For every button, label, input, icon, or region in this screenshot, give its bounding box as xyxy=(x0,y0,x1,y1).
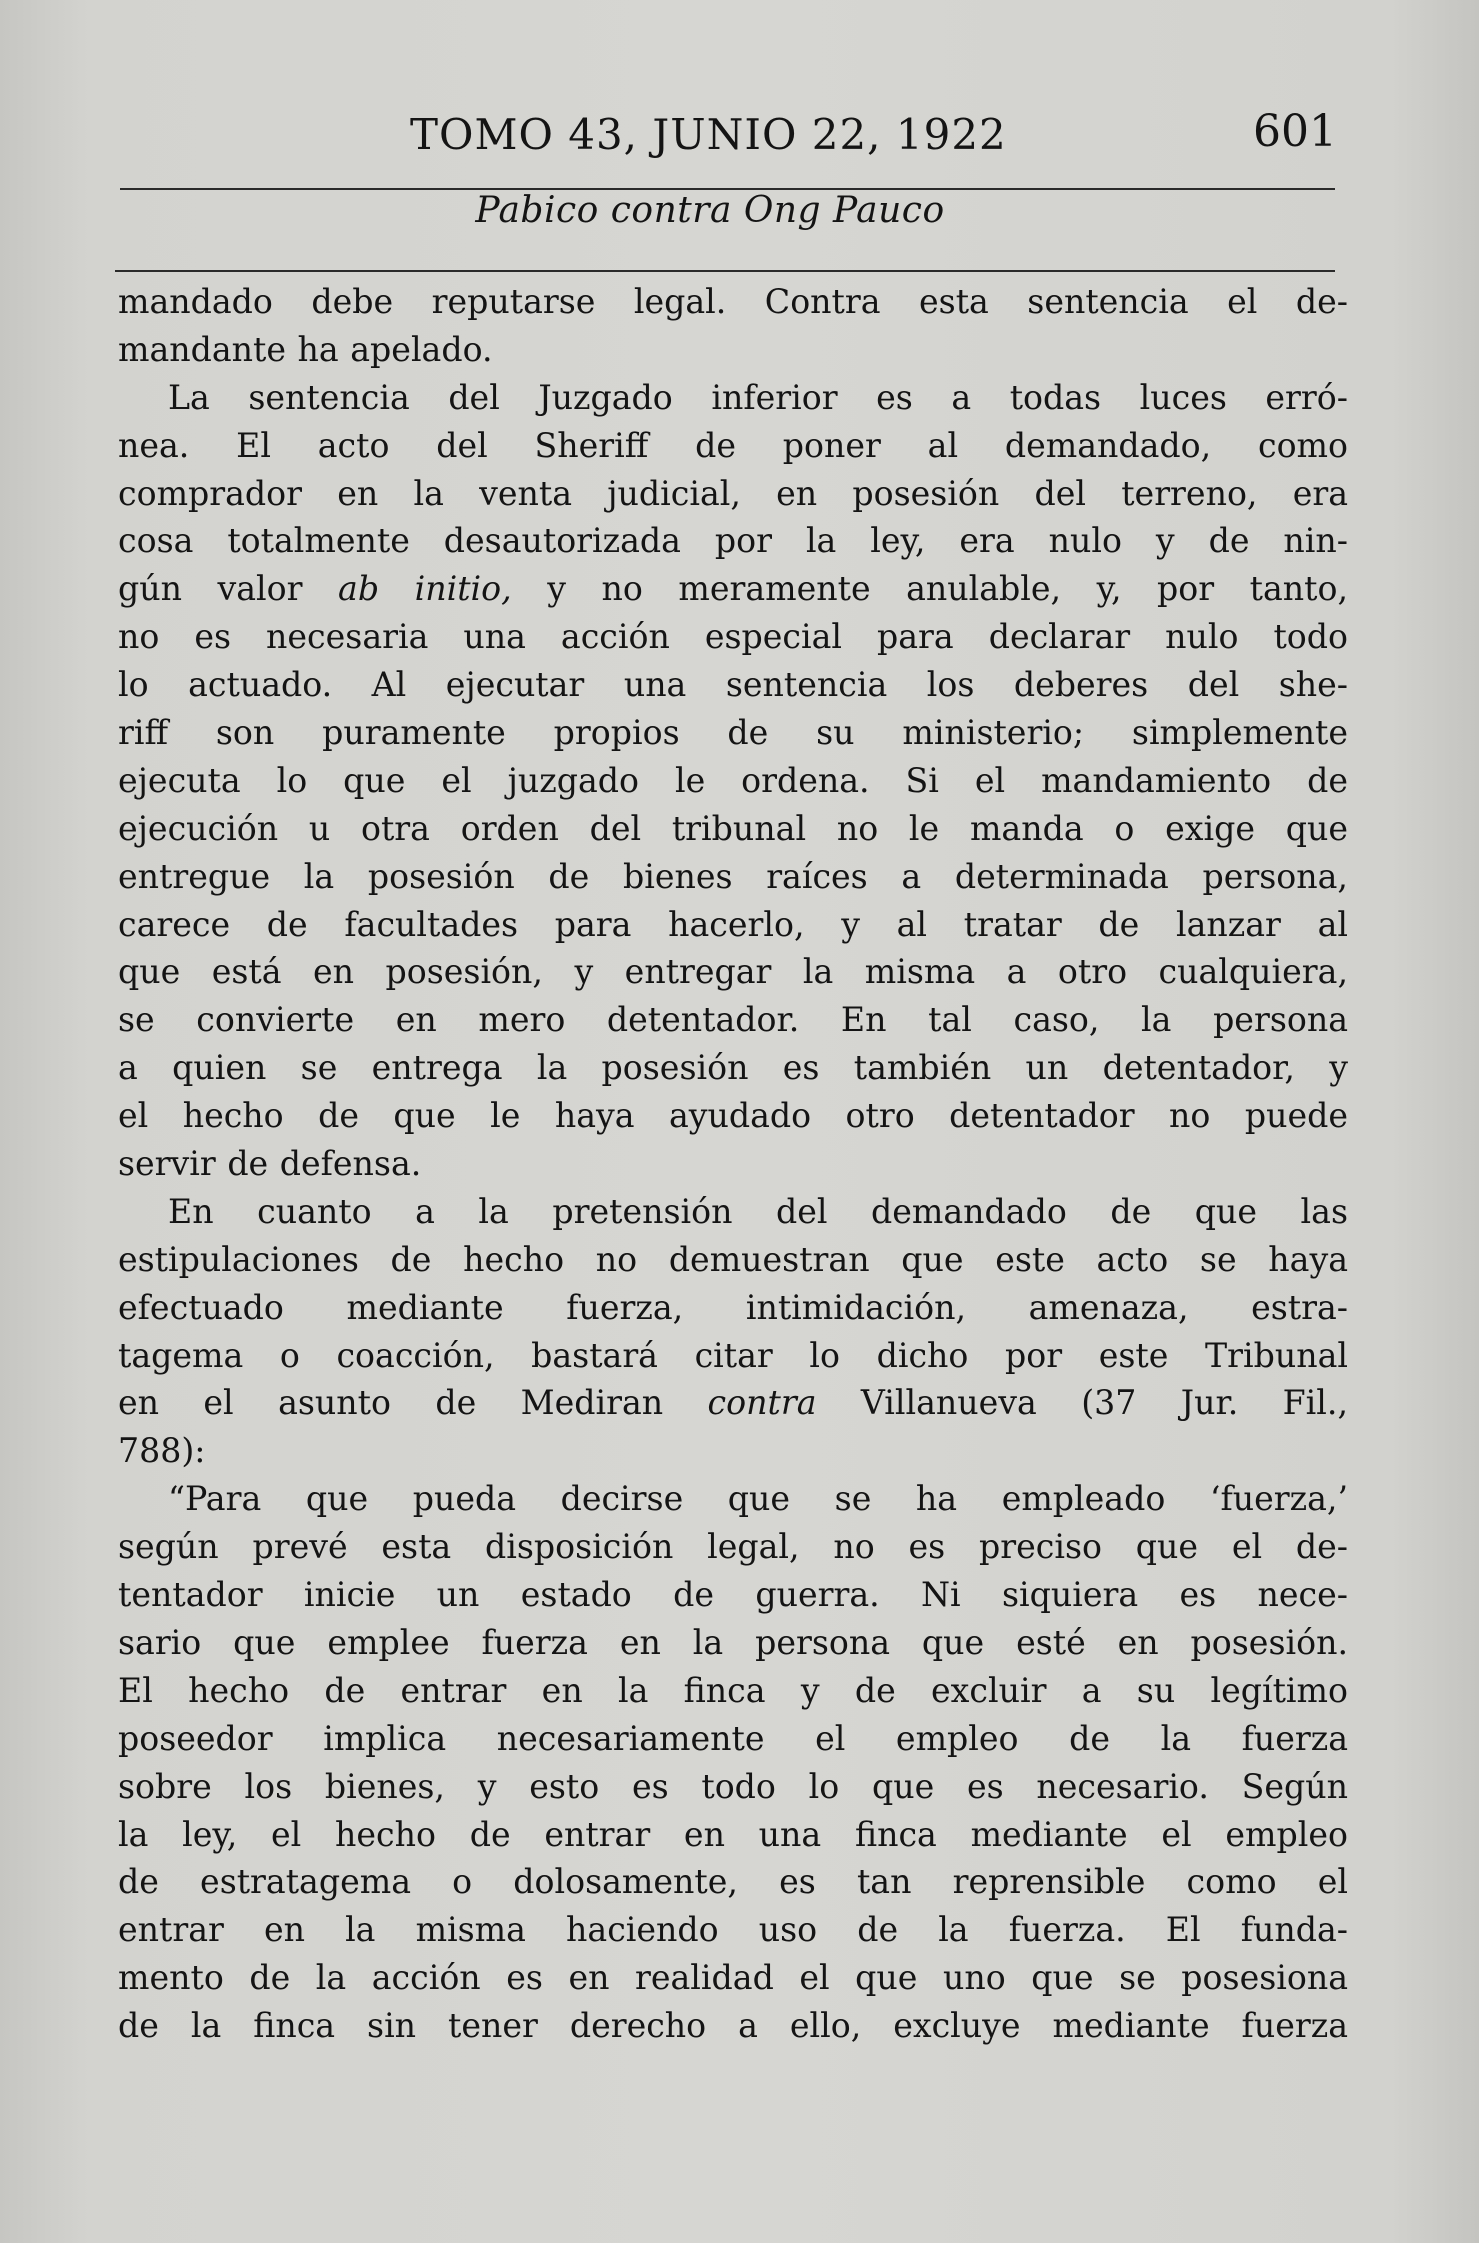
page-number: 601 xyxy=(1253,106,1337,157)
italic-segment: contra xyxy=(707,1383,817,1423)
text-line: cosa totalmente desautorizada por la ley, era nulo y de nin- xyxy=(118,521,1348,561)
header-rule-bottom xyxy=(115,270,1335,272)
text-line: mento de la acción es en realidad el que uno que se posesiona xyxy=(118,1958,1348,1998)
text-line: carece de facultades para hacerlo, y al tratar de lanzar al xyxy=(118,904,1348,944)
text-line: no es necesaria una acción especial para declarar nulo todo xyxy=(118,617,1348,657)
text-line: estipulaciones de hecho no demuestran que este acto se haya xyxy=(118,1239,1348,1279)
running-title: TOMO 43, JUNIO 22, 1922 xyxy=(410,110,1007,159)
text-line: comprador en la venta judicial, en posesión del terreno, era xyxy=(118,473,1348,513)
text-line: sobre los bienes, y esto es todo lo que es necesario. Según xyxy=(118,1766,1348,1806)
body-text xyxy=(118,278,1348,2050)
text-segment: y no meramente anulable, y, por tanto, xyxy=(511,569,1348,609)
text-line: a quien se entrega la posesión es también un detentador, y xyxy=(118,1048,1348,1088)
text-line: En cuanto a la pretensión del demandado de que las xyxy=(168,1191,1348,1231)
text-line: La sentencia del Juzgado inferior es a todas luces erró- xyxy=(168,377,1348,417)
text-segment: gún valor xyxy=(118,569,339,609)
text-line: la ley, el hecho de entrar en una finca mediante el empleo xyxy=(118,1814,1348,1854)
text-line: ejecuta lo que el juzgado le ordena. Si el mandamiento de xyxy=(118,760,1348,800)
page-header xyxy=(115,100,1337,170)
text-line: el hecho de que le haya ayudado otro detentador no puede xyxy=(118,1096,1348,1136)
case-title: Pabico contra Ong Pauco xyxy=(475,190,945,231)
italic-segment: ab initio, xyxy=(338,569,512,609)
text-line: tentador inicie un estado de guerra. Ni siquiera es nece- xyxy=(118,1575,1348,1615)
text-line: lo actuado. Al ejecutar una sentencia los deberes del she- xyxy=(118,665,1348,705)
text-line: de la finca sin tener derecho a ello, excluye mediante fuerza xyxy=(118,2006,1348,2046)
text-line: 788): xyxy=(118,1431,206,1471)
text-line: mandado debe reputarse legal. Contra esta sentencia el de- xyxy=(118,282,1348,321)
text-line: tagema o coacción, bastará citar lo dicho por este Tribunal xyxy=(118,1335,1348,1375)
text-segment: Villanueva (37 Jur. Fil., xyxy=(816,1383,1348,1423)
text-line xyxy=(118,565,1348,613)
text-line: según prevé esta disposición legal, no es preciso que el de- xyxy=(118,1527,1348,1567)
text-line: ejecución u otra orden del tribunal no le manda o exige que xyxy=(118,808,1348,848)
text-line xyxy=(118,1379,1348,1427)
text-line: mandante ha apelado. xyxy=(118,329,493,369)
text-line: efectuado mediante fuerza, intimidación, amenaza, estra- xyxy=(118,1287,1348,1327)
text-line: servir de defensa. xyxy=(118,1144,422,1184)
text-line: entrar en la misma haciendo uso de la fuerza. El funda- xyxy=(118,1910,1348,1950)
text-line: sario que emplee fuerza en la persona que esté en posesión. xyxy=(118,1622,1348,1662)
text-line: entregue la posesión de bienes raíces a determinada persona, xyxy=(118,856,1348,896)
text-line: de estratagema o dolosamente, es tan reprensible como el xyxy=(118,1862,1348,1902)
text-line: El hecho de entrar en la finca y de excluir a su legítimo xyxy=(118,1670,1348,1710)
text-line: poseedor implica necesariamente el empleo de la fuerza xyxy=(118,1718,1348,1758)
text-line: “Para que pueda decirse que se ha empleado ‘fuerza,’ xyxy=(168,1479,1348,1519)
text-line: nea. El acto del Sheriff de poner al demandado, como xyxy=(118,425,1348,465)
text-line: que está en posesión, y entregar la misma a otro cualquiera, xyxy=(118,952,1348,992)
text-segment: en el asunto de Mediran xyxy=(118,1383,708,1423)
text-line: se convierte en mero detentador. En tal caso, la persona xyxy=(118,1000,1348,1040)
text-line: riff son puramente propios de su ministerio; simplemente xyxy=(118,713,1348,753)
